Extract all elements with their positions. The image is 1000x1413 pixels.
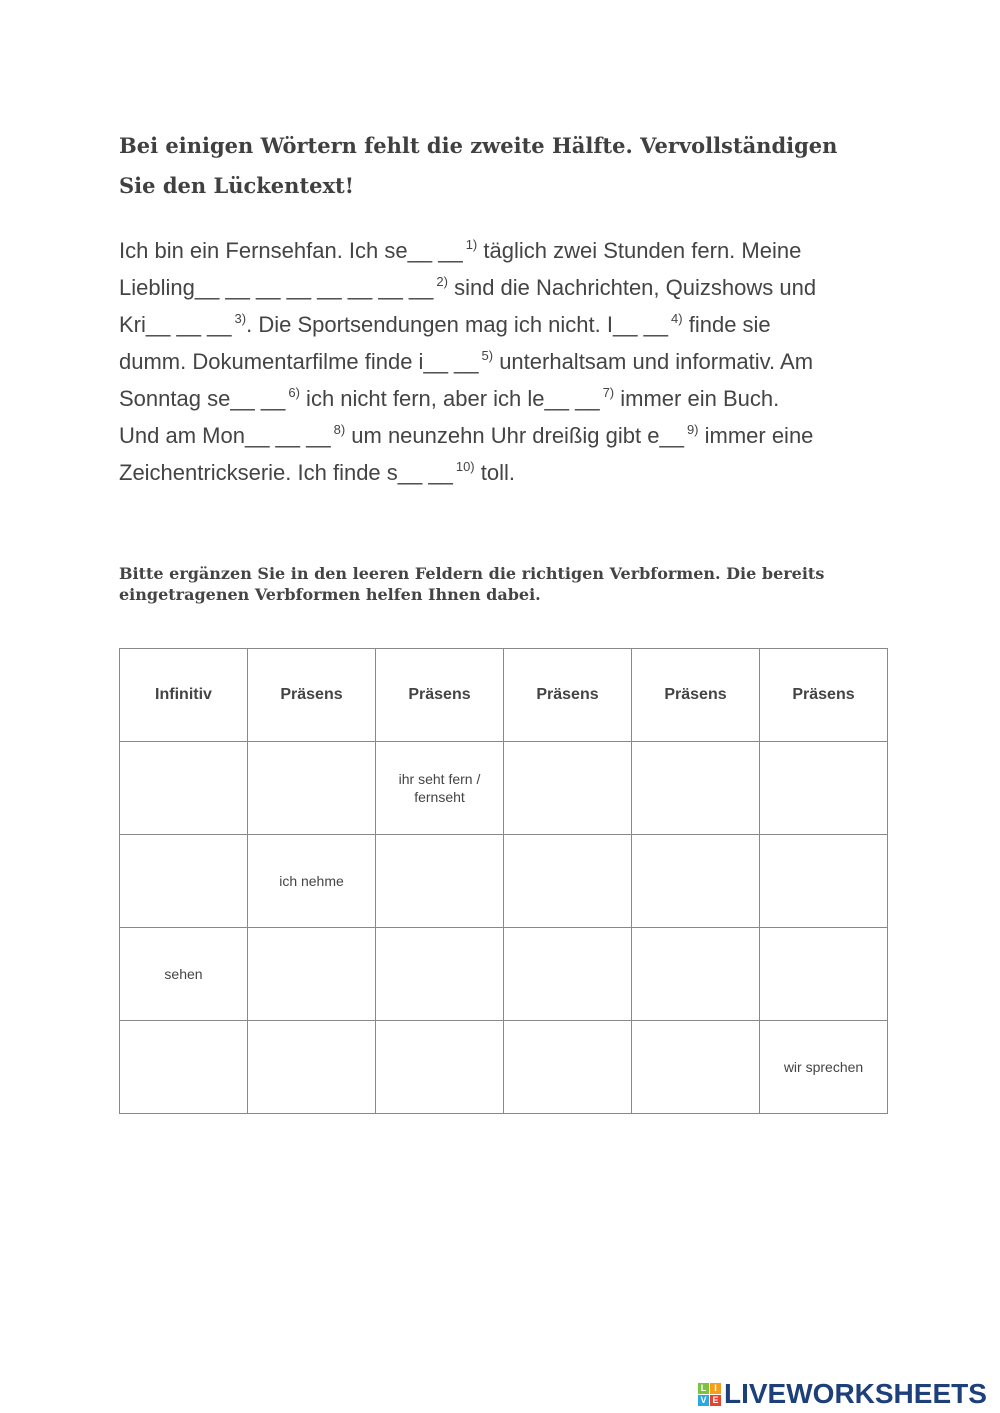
gap-blank[interactable]: __ bbox=[659, 423, 684, 448]
gap-number: 9) bbox=[686, 422, 699, 437]
paragraph-line bbox=[119, 454, 899, 491]
paragraph-text: um neunzehn Uhr dreißig gibt e bbox=[345, 423, 660, 448]
gap-number: 6) bbox=[288, 385, 300, 400]
table-cell-empty[interactable] bbox=[504, 835, 632, 928]
paragraph-text: dumm. Dokumentarfilme finde i bbox=[119, 349, 424, 374]
badge-letter: I bbox=[710, 1383, 721, 1394]
table-cell-empty[interactable] bbox=[632, 928, 760, 1021]
paragraph-text: unterhaltsam und informativ. Am bbox=[493, 349, 814, 374]
gap-number: 7) bbox=[602, 385, 615, 400]
paragraph-text: Ich bin ein Fernsehfan. Ich se bbox=[119, 238, 408, 263]
gap-number: 10) bbox=[455, 459, 475, 474]
paragraph-line bbox=[119, 343, 899, 380]
paragraph-line bbox=[119, 306, 899, 343]
table-cell-empty[interactable] bbox=[504, 928, 632, 1021]
table-cell-empty[interactable] bbox=[120, 742, 248, 835]
table-cell-empty[interactable] bbox=[120, 835, 248, 928]
column-header: Präsens bbox=[632, 649, 760, 742]
table-cell-empty[interactable] bbox=[376, 928, 504, 1021]
paragraph-text: immer ein Buch. bbox=[614, 386, 780, 411]
cloze-paragraph bbox=[119, 232, 899, 491]
verb-table bbox=[119, 648, 888, 1114]
table-cell-empty[interactable] bbox=[248, 1021, 376, 1114]
table-cell-empty[interactable] bbox=[632, 835, 760, 928]
table-cell-empty[interactable] bbox=[760, 928, 888, 1021]
gap-number: 3) bbox=[234, 311, 247, 326]
table-row bbox=[120, 835, 888, 928]
paragraph-text: täglich zwei Stunden fern. Meine bbox=[477, 238, 802, 263]
paragraph-text: toll. bbox=[474, 460, 515, 485]
live-badge-icon bbox=[698, 1383, 721, 1406]
gap-number: 1) bbox=[465, 237, 478, 252]
column-header: Präsens bbox=[376, 649, 504, 742]
paragraph-text: sind die Nachrichten, Quizshows und bbox=[447, 275, 817, 300]
exercise-title: Bei einigen Wörtern fehlt die zweite Hälfte. Vervollständigen Sie den Lückentext! bbox=[119, 133, 838, 198]
table-cell-empty[interactable] bbox=[760, 742, 888, 835]
paragraph-text: Sonntag se bbox=[119, 386, 231, 411]
paragraph-line bbox=[119, 417, 899, 454]
table-cell-empty[interactable] bbox=[120, 1021, 248, 1114]
paragraph-text: ich nicht fern, aber ich le bbox=[299, 386, 545, 411]
paragraph-text: Kri bbox=[119, 312, 146, 337]
table-cell-empty[interactable] bbox=[248, 742, 376, 835]
paragraph-text: immer eine bbox=[698, 423, 814, 448]
table-cell: wir sprechen bbox=[760, 1021, 888, 1114]
paragraph-text: Zeichentrickserie. Ich finde s bbox=[119, 460, 398, 485]
paragraph-text: Und am Mon bbox=[119, 423, 245, 448]
table-cell-empty[interactable] bbox=[248, 928, 376, 1021]
gap-number: 8) bbox=[333, 422, 346, 437]
paragraph-text: Liebling bbox=[119, 275, 195, 300]
table-row bbox=[120, 742, 888, 835]
gap-blank[interactable]: __ __ bbox=[230, 386, 286, 411]
table-cell-empty[interactable] bbox=[632, 1021, 760, 1114]
gap-number: 5) bbox=[481, 348, 494, 363]
table-cell-empty[interactable] bbox=[376, 835, 504, 928]
paragraph-line bbox=[119, 232, 899, 269]
gap-blank[interactable]: __ __ bbox=[423, 349, 479, 374]
gap-blank[interactable]: __ __ bbox=[397, 460, 453, 485]
table-cell-empty[interactable] bbox=[632, 742, 760, 835]
table-instruction: Bitte ergänzen Sie in den leeren Feldern die richtigen Verbformen. Die bereits eingetragenen Verbformen helfen Ihnen dabei. bbox=[119, 564, 825, 604]
gap-blank[interactable]: __ __ bbox=[407, 238, 463, 263]
table-row bbox=[120, 1021, 888, 1114]
gap-blank[interactable]: __ __ __ __ __ __ __ __ bbox=[194, 275, 434, 300]
paragraph-text: . Die Sportsendungen mag ich nicht. I bbox=[246, 312, 613, 337]
column-header: Präsens bbox=[248, 649, 376, 742]
column-header: Präsens bbox=[760, 649, 888, 742]
gap-blank[interactable]: __ __ bbox=[544, 386, 600, 411]
badge-letter: V bbox=[698, 1395, 709, 1406]
gap-blank[interactable]: __ __ __ bbox=[244, 423, 331, 448]
table-cell: sehen bbox=[120, 928, 248, 1021]
liveworksheets-logo bbox=[698, 1378, 987, 1410]
table-cell-empty[interactable] bbox=[376, 1021, 504, 1114]
column-header: Präsens bbox=[504, 649, 632, 742]
gap-number: 2) bbox=[436, 274, 448, 289]
logo-text: LIVEWORKSHEETS bbox=[724, 1378, 987, 1409]
gap-blank[interactable]: __ __ __ bbox=[145, 312, 232, 337]
gap-blank[interactable]: __ __ bbox=[612, 312, 669, 337]
table-row bbox=[120, 928, 888, 1021]
paragraph-line bbox=[119, 269, 899, 306]
badge-letter: L bbox=[698, 1383, 709, 1394]
table-cell-empty[interactable] bbox=[504, 1021, 632, 1114]
table-cell-empty[interactable] bbox=[504, 742, 632, 835]
table-cell-empty[interactable] bbox=[760, 835, 888, 928]
column-header: Infinitiv bbox=[120, 649, 248, 742]
paragraph-line bbox=[119, 380, 899, 417]
table-cell: ihr seht fern / fernseht bbox=[376, 742, 504, 835]
badge-letter: E bbox=[710, 1395, 721, 1406]
paragraph-text: finde sie bbox=[682, 312, 771, 337]
gap-number: 4) bbox=[671, 311, 683, 326]
table-cell: ich nehme bbox=[248, 835, 376, 928]
